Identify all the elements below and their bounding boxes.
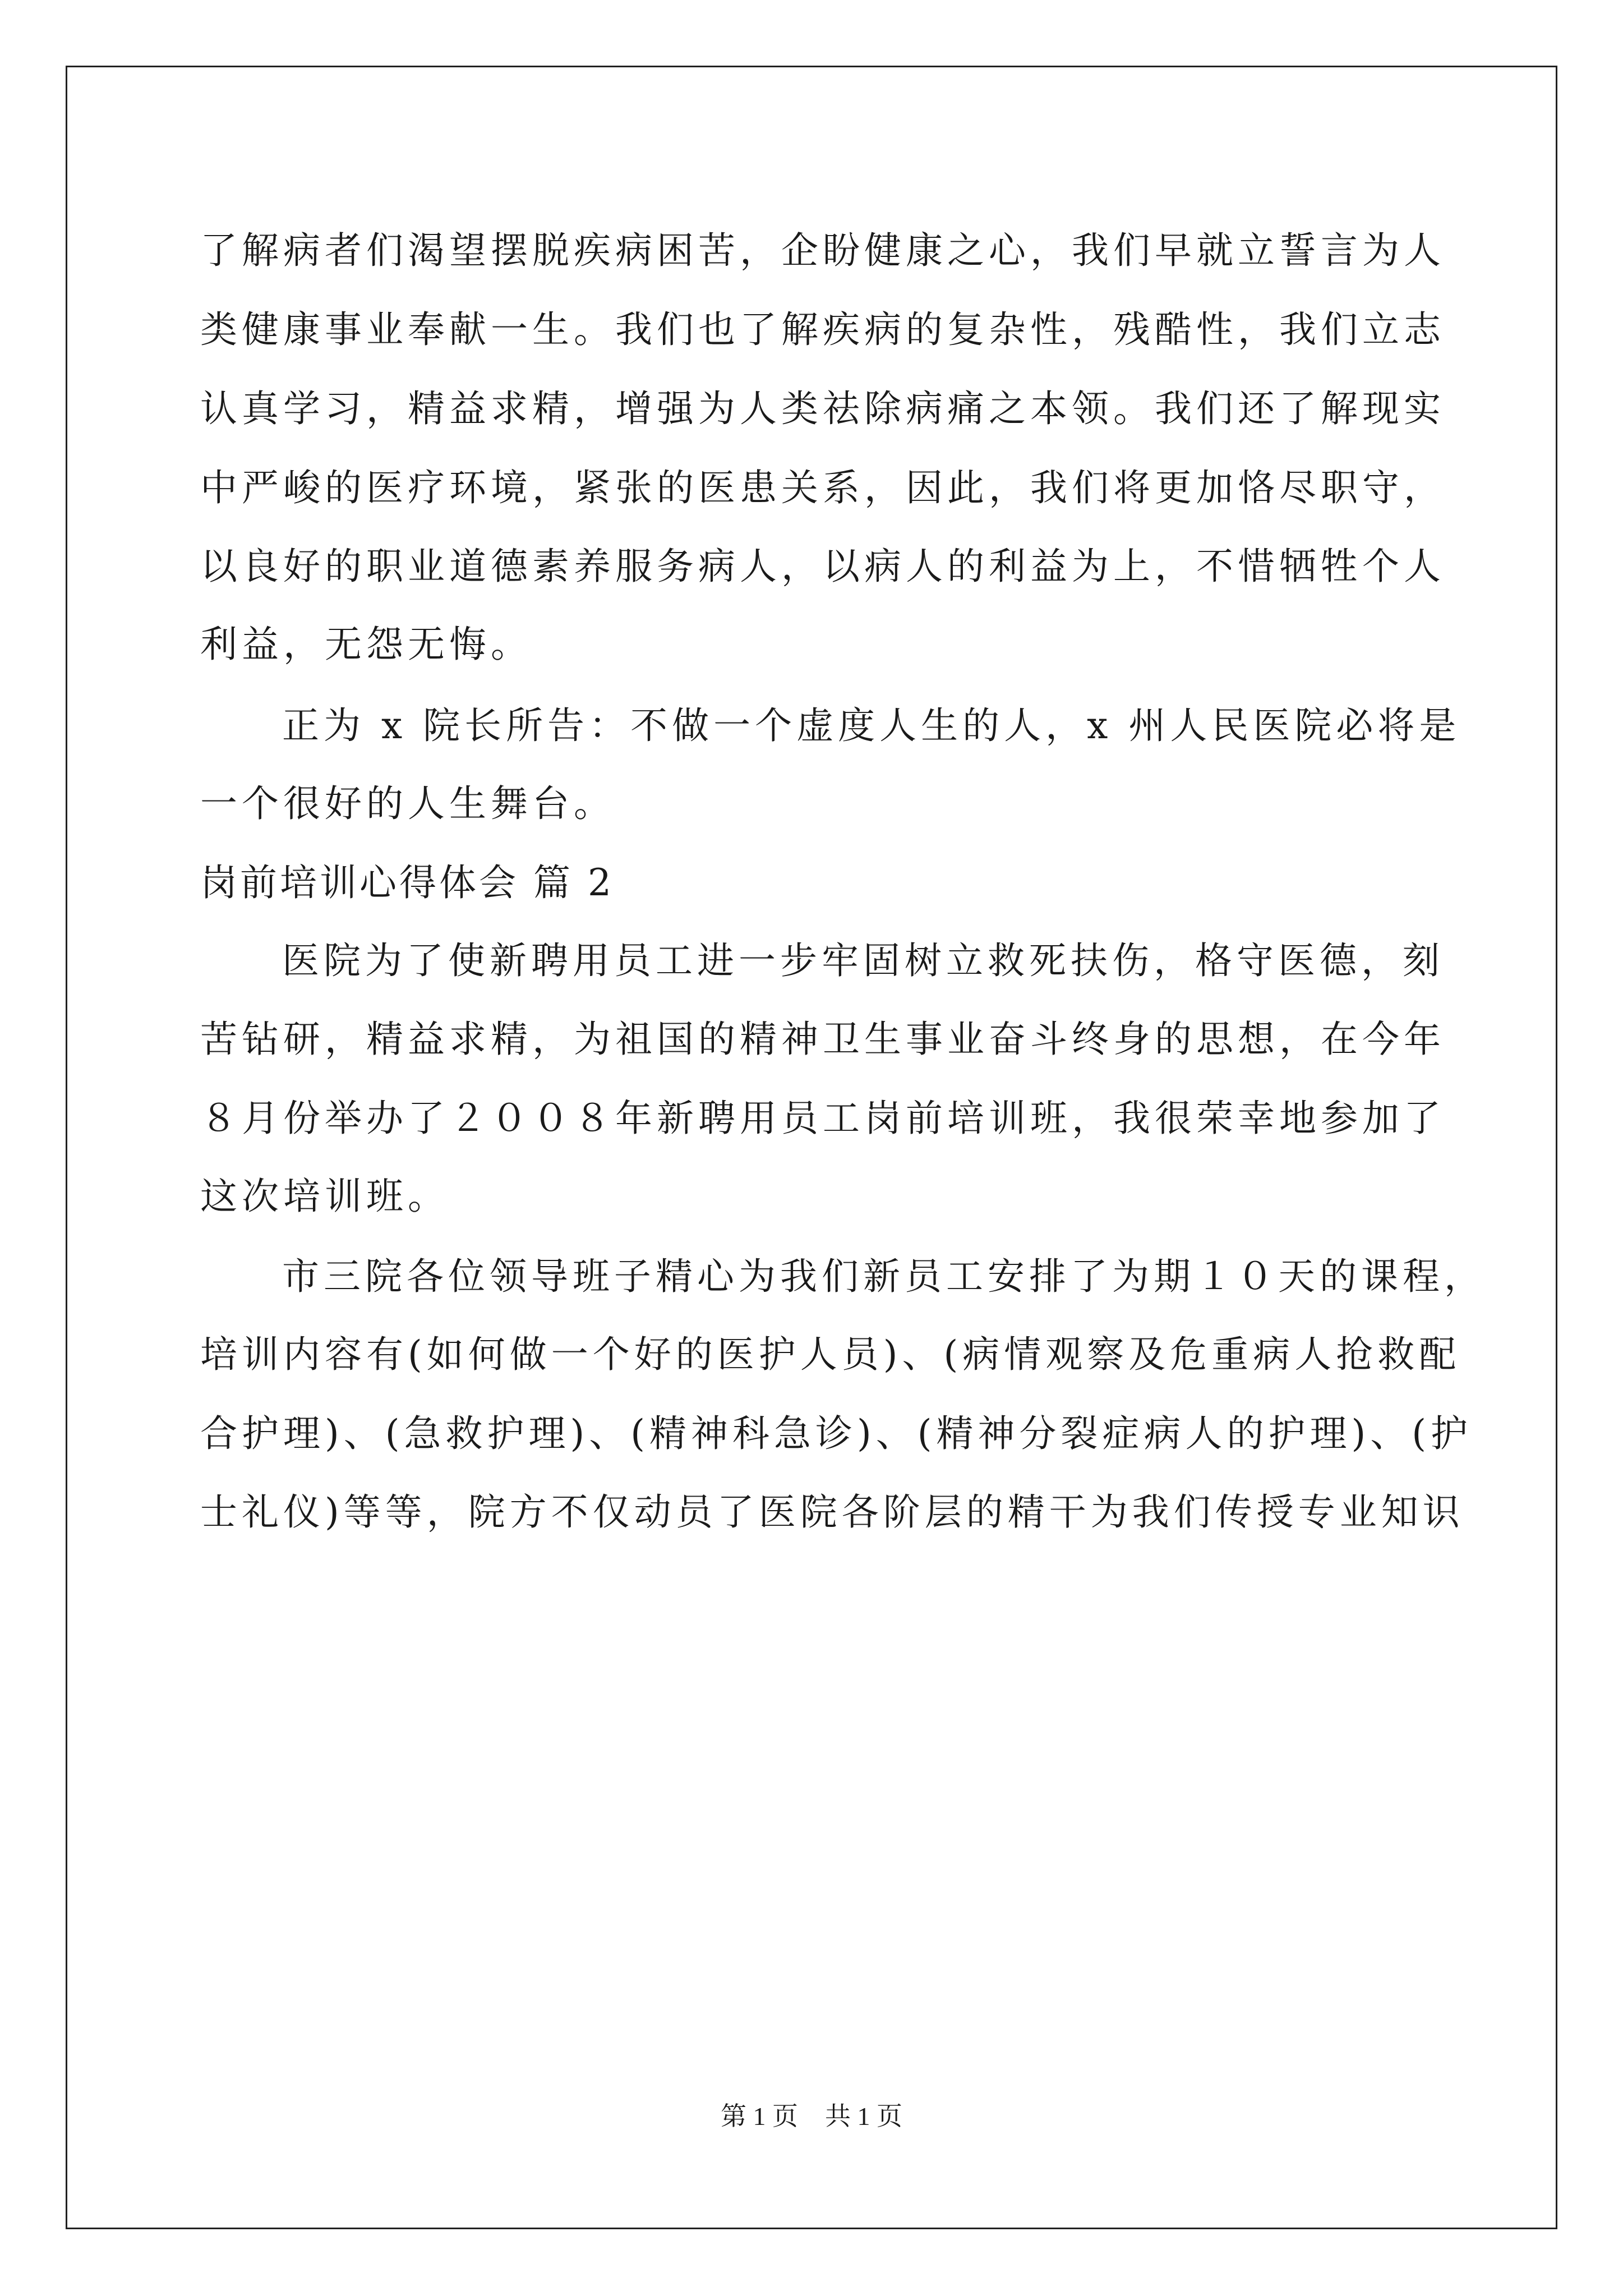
body-line-2: 类健康事业奉献一生。我们也了解疾病的复杂性，残酷性，我们立志 — [200, 308, 1445, 351]
body-line-12: ８月份举办了２００８年新聘用员工岗前培训班，我很荣幸地参加了 — [200, 1097, 1445, 1140]
paragraph-line-leaders: 市三院各位领导班子精心为我们新员工安排了为期１０天的课程， — [282, 1255, 1486, 1298]
body-line-17: 士礼仪)等等，院方不仅动员了医院各阶层的精干为我们传授专业知识 — [200, 1490, 1464, 1534]
body-line-8: 一个很好的人生舞台。 — [200, 782, 615, 825]
body-line-13: 这次培训班。 — [200, 1175, 449, 1218]
page-footer — [0, 2101, 1623, 2132]
body-line-3: 认真学习，精益求精，增强为人类祛除病痛之本领。我们还了解现实 — [200, 387, 1445, 430]
paragraph-line-x-president: 正为 x 院长所告：不做一个虚度人生的人，x 州人民医院必将是 — [282, 704, 1461, 747]
body-line-5: 以良好的职业道德素养服务病人，以病人的利益为上，不惜牺牲个人 — [200, 545, 1445, 588]
body-line-6: 利益，无怨无悔。 — [200, 623, 532, 666]
body-line-11: 苦钻研，精益求精，为祖国的精神卫生事业奋斗终身的思想，在今年 — [200, 1018, 1445, 1061]
page-number: 第 1 页 — [721, 2102, 798, 2131]
body-line-16: 合护理)、(急救护理)、(精神科急诊)、(精神分裂症病人的护理)、(护 — [200, 1412, 1472, 1455]
body-line-15: 培训内容有(如何做一个好的医护人员)、(病情观察及危重病人抢救配 — [200, 1333, 1461, 1376]
section-heading: 岗前培训心得体会 篇 2 — [200, 861, 614, 904]
body-line-4: 中严峻的医疗环境，紧张的医患关系，因此，我们将更加恪尽职守， — [200, 466, 1445, 509]
page-total: 共 1 页 — [825, 2102, 902, 2131]
paragraph-line-hospital: 医院为了使新聘用员工进一步牢固树立救死扶伤，格守医德，刻 — [282, 939, 1444, 982]
body-line-1: 了解病者们渴望摆脱疾病困苦，企盼健康之心，我们早就立誓言为人 — [200, 229, 1445, 272]
